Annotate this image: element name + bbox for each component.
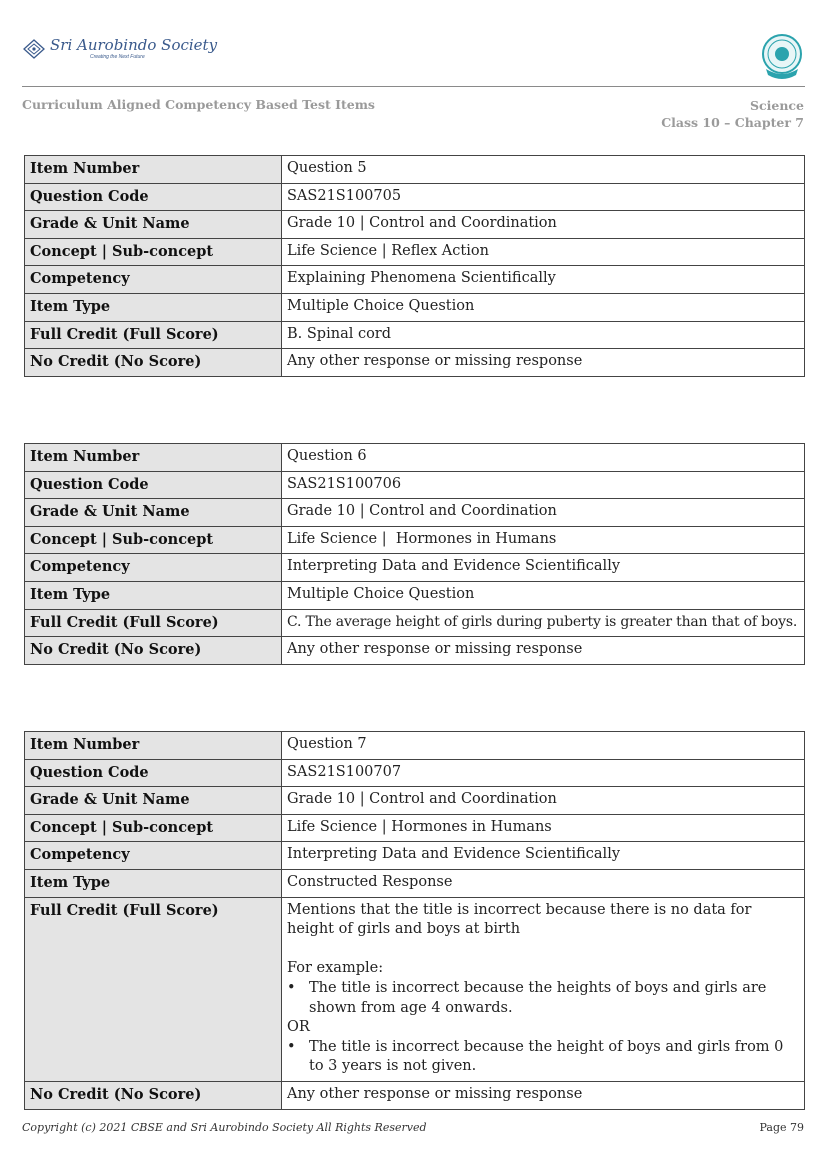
- table-row: [25, 609, 805, 637]
- competency-label: Competency: [25, 842, 282, 870]
- table-row: [25, 732, 805, 760]
- table-row: [25, 897, 805, 1081]
- item-type-label: Item Type: [25, 581, 282, 609]
- concept-label: Concept | Sub-concept: [25, 814, 282, 842]
- table-row: [25, 444, 805, 472]
- item-number-value: Question 5: [282, 156, 805, 184]
- item-table-question-7: [24, 731, 805, 1110]
- no-credit-label: No Credit (No Score): [25, 349, 282, 377]
- concept-label: Concept | Sub-concept: [25, 238, 282, 266]
- grade-unit-value: Grade 10 | Control and Coordination: [282, 499, 805, 527]
- table-row: [25, 183, 805, 211]
- table-row: [25, 499, 805, 527]
- table-row: [25, 581, 805, 609]
- table-row: [25, 471, 805, 499]
- example-list: [287, 1038, 799, 1077]
- concept-value: Life Science | Reflex Action: [282, 238, 805, 266]
- table-row: [25, 238, 805, 266]
- table-row: [25, 759, 805, 787]
- grade-unit-label: Grade & Unit Name: [25, 787, 282, 815]
- competency-label: Competency: [25, 266, 282, 294]
- table-row: [25, 156, 805, 184]
- cbse-emblem-icon: [760, 33, 804, 81]
- table-row: [25, 349, 805, 377]
- question-code-value: SAS21S100707: [282, 759, 805, 787]
- question-code-label: Question Code: [25, 471, 282, 499]
- full-credit-value: B. Spinal cord: [282, 321, 805, 349]
- no-credit-label: No Credit (No Score): [25, 1081, 282, 1109]
- no-credit-value: Any other response or missing response: [282, 349, 805, 377]
- table-row: [25, 266, 805, 294]
- item-type-value: Constructed Response: [282, 869, 805, 897]
- class-chapter-label: Class 10 – Chapter 7: [661, 115, 804, 130]
- or-label: OR: [287, 1019, 310, 1036]
- item-number-value: Question 7: [282, 732, 805, 760]
- item-table-question-6: [24, 443, 805, 665]
- concept-value: Life Science | Hormones in Humans: [282, 814, 805, 842]
- item-number-label: Item Number: [25, 444, 282, 472]
- item-type-value: Multiple Choice Question: [282, 293, 805, 321]
- table-row: [25, 637, 805, 665]
- no-credit-label: No Credit (No Score): [25, 637, 282, 665]
- no-credit-value: Any other response or missing response: [282, 1081, 805, 1109]
- item-number-value: Question 6: [282, 444, 805, 472]
- table-row: [25, 869, 805, 897]
- example-list: [287, 979, 799, 1018]
- concept-label: Concept | Sub-concept: [25, 526, 282, 554]
- table-row: [25, 211, 805, 239]
- grade-unit-value: Grade 10 | Control and Coordination: [282, 211, 805, 239]
- question-code-label: Question Code: [25, 759, 282, 787]
- table-row: [25, 321, 805, 349]
- example-item-2: • The title is incorrect because the height of boys and girls from 0 to 3 years is not given.: [287, 1038, 799, 1077]
- question-code-value: SAS21S100706: [282, 471, 805, 499]
- table-row: [25, 814, 805, 842]
- table-row: [25, 842, 805, 870]
- full-credit-label: Full Credit (Full Score): [25, 609, 282, 637]
- subject-chapter-heading: [661, 97, 804, 131]
- table-row: [25, 787, 805, 815]
- table-row: [25, 526, 805, 554]
- copyright-notice: Copyright (c) 2021 CBSE and Sri Aurobindo Society All Rights Reserved: [22, 1121, 427, 1134]
- item-type-label: Item Type: [25, 869, 282, 897]
- table-row: [25, 293, 805, 321]
- header-divider: [22, 86, 805, 87]
- grade-unit-label: Grade & Unit Name: [25, 211, 282, 239]
- item-number-label: Item Number: [25, 732, 282, 760]
- item-table-question-5: [24, 155, 805, 377]
- table-row: [25, 554, 805, 582]
- table-row: [25, 1081, 805, 1109]
- full-credit-value: [282, 897, 805, 1081]
- document-series-title: Curriculum Aligned Competency Based Test Items: [22, 97, 375, 112]
- item-type-value: Multiple Choice Question: [282, 581, 805, 609]
- page-number: Page 79: [759, 1121, 804, 1134]
- question-code-label: Question Code: [25, 183, 282, 211]
- competency-label: Competency: [25, 554, 282, 582]
- full-credit-label: Full Credit (Full Score): [25, 321, 282, 349]
- example-item-1: • The title is incorrect because the heights of boys and girls are shown from age 4 onwards.: [287, 979, 799, 1018]
- competency-value: Explaining Phenomena Scientifically: [282, 266, 805, 294]
- example-label: For example:: [287, 960, 384, 977]
- competency-value: Interpreting Data and Evidence Scientifically: [282, 842, 805, 870]
- item-number-label: Item Number: [25, 156, 282, 184]
- grade-unit-value: Grade 10 | Control and Coordination: [282, 787, 805, 815]
- logo-tagline: Creating the Next Future: [90, 54, 145, 60]
- logo-wordmark: Sri Aurobindo Society: [50, 36, 218, 54]
- full-credit-intro: Mentions that the title is incorrect because there is no data for height of girls and boys at birth: [287, 901, 752, 938]
- sri-aurobindo-society-logo: [22, 38, 217, 60]
- competency-value: Interpreting Data and Evidence Scientifically: [282, 554, 805, 582]
- no-credit-value: Any other response or missing response: [282, 637, 805, 665]
- grade-unit-label: Grade & Unit Name: [25, 499, 282, 527]
- lotus-icon: [22, 38, 46, 60]
- item-type-label: Item Type: [25, 293, 282, 321]
- concept-value: Life Science | Hormones in Humans: [282, 526, 805, 554]
- question-code-value: SAS21S100705: [282, 183, 805, 211]
- full-credit-value: C. The average height of girls during puberty is greater than that of boys.: [282, 609, 805, 637]
- subject-label: Science: [750, 98, 804, 113]
- full-credit-label: Full Credit (Full Score): [25, 897, 282, 1081]
